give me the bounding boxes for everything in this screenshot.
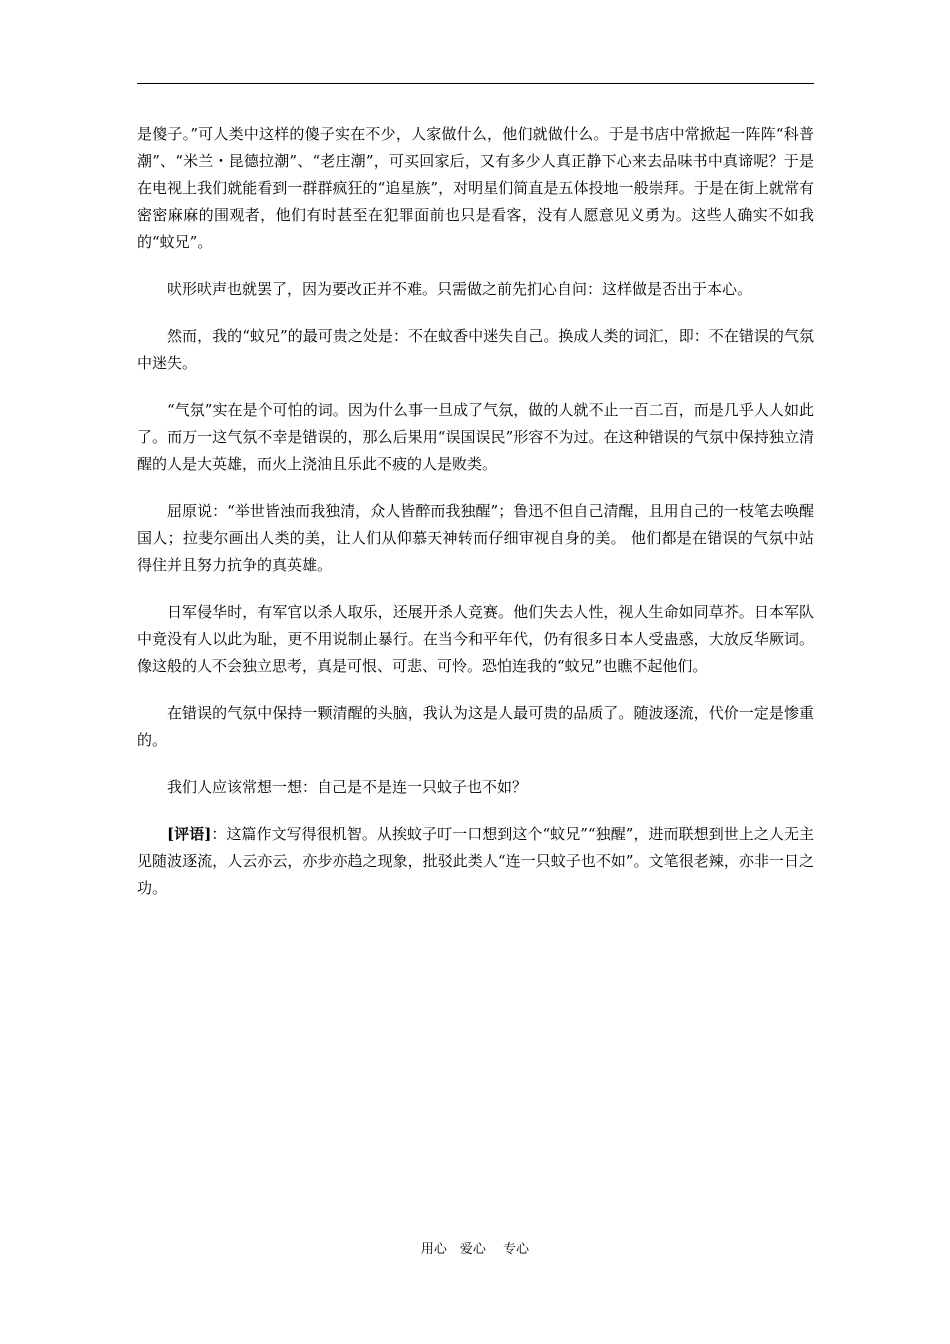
- comment-paragraph: [137, 821, 814, 902]
- document-body: [137, 121, 814, 922]
- paragraph-3: 然而，我的“蚊兄”的最可贵之处是：不在蚊香中迷失自己。换成人类的词汇，即：不在错误的气氛中迷失。: [137, 327, 814, 372]
- comment-label: [评语]: [167, 825, 212, 843]
- paragraph-1: 是傻子。”可人类中这样的傻子实在不少，人家做什么，他们就做什么。于是书店中常掀起一阵阵“科普潮”、“米兰・昆德拉潮”、“老庄潮”，可买回家后，又有多少人真正静下心来去品味书中真谛呢？于是在电视上我们就能看到一群群疯狂的“追星族”，对明星们简直是五体投地一般崇拜。于是在街上就常有密密麻麻的围观者，他们有时甚至在犯罪面前也只是看客，没有人愿意见义勇为。这些人确实不如我的“蚊兄”。: [137, 125, 814, 251]
- paragraph-7: 在错误的气氛中保持一颗清醒的头脑，我认为这是人最可贵的品质了。随波逐流，代价一定是惨重的。: [137, 704, 814, 749]
- paragraph-4: “气氛”实在是个可怕的词。因为什么事一旦成了气氛，做的人就不止一百二百，而是几乎人人如此了。而万一这气氛不幸是错误的，那么后果用“误国误民”形容不为过。在这种错误的气氛中保持独立清醒的人是大英雄，而火上浇油且乐此不疲的人是败类。: [137, 401, 814, 473]
- paragraph-2: 吠形吠声也就罢了，因为要改正并不难。只需做之前先扪心自问：这样做是否出于本心。: [167, 280, 753, 298]
- page-footer: 用心 爱心 专心: [420, 1242, 530, 1257]
- paragraph-6: 日军侵华时，有军官以杀人取乐，还展开杀人竞赛。他们失去人性，视人生命如同草芥。日本军队中竟没有人以此为耻，更不用说制止暴行。在当今和平年代，仍有很多日本人受蛊惑，大放反华厥词。像这般的人不会独立思考，真是可恨、可悲、可怜。恐怕连我的“蚊兄”也瞧不起他们。: [137, 603, 814, 675]
- paragraph-8: 我们人应该常想一想：自己是不是连一只蚊子也不如？: [167, 778, 528, 796]
- header-rule: [137, 83, 814, 84]
- comment-text: ：这篇作文写得很机智。从挨蚊子叮一口想到这个“蚊兄”“独醒”，进而联想到世上之人无主见随波逐流，人云亦云，亦步亦趋之现象，批驳此类人“连一只蚊子也不如”。文笔很老辣，亦非一日之功。: [137, 825, 814, 897]
- paragraph-5: 屈原说：“举世皆浊而我独清，众人皆醉而我独醒”；鲁迅不但自己清醒，且用自己的一枝笔去唤醒国人；拉斐尔画出人类的美，让人们从仰慕天神转而仔细审视自身的美。 他们都是在错误的气氛中站得住并且努力抗争的真英雄。: [137, 502, 814, 574]
